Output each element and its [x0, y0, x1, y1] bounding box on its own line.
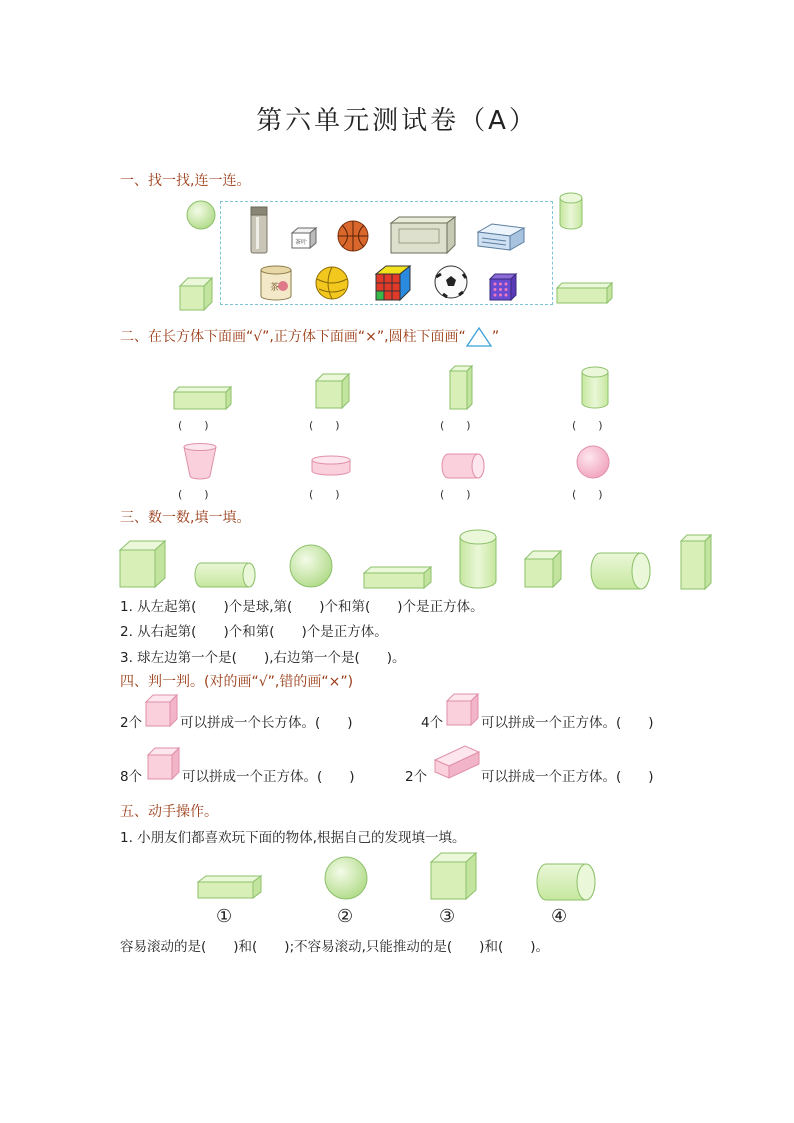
horizontal-cylinder-shape[interactable] — [538, 863, 598, 901]
cube-shape[interactable] — [431, 853, 477, 901]
volleyball-icon[interactable] — [314, 265, 350, 301]
pink-sphere-shape[interactable] — [576, 445, 610, 479]
section3-heading: 三、数一数,填一填。 — [120, 510, 251, 526]
section2-heading-text: 二、在长方体下面画“√”,正方体下面画“×”,圆柱下面画“ — [120, 329, 466, 345]
judge-4-statement: 可以拼成一个正方体。( ) — [481, 769, 654, 785]
shape-label-2: ② — [337, 906, 354, 927]
tall-cuboid-shape[interactable] — [681, 535, 713, 591]
cuboid-shape[interactable] — [174, 387, 232, 411]
judge-3-statement: 可以拼成一个正方体。( ) — [182, 769, 355, 785]
answer-paren[interactable]: ( ) — [178, 419, 209, 432]
cube-shape[interactable] — [316, 374, 350, 410]
section5-heading: 五、动手操作。 — [120, 804, 218, 820]
basketball-icon[interactable] — [336, 219, 370, 253]
pink-cube-icon — [447, 694, 479, 726]
answer-paren[interactable]: ( ) — [572, 419, 603, 432]
thermos-icon[interactable] — [249, 205, 269, 255]
judge-1-statement: 可以拼成一个长方体。( ) — [180, 715, 353, 731]
storage-box-icon[interactable] — [387, 215, 459, 255]
shape-label-1: ① — [216, 906, 233, 927]
tea-box-icon[interactable] — [291, 227, 317, 249]
tea-can-icon[interactable] — [259, 264, 293, 302]
horizontal-cylinder-shape[interactable] — [196, 562, 260, 588]
pink-cube-icon — [148, 748, 180, 780]
cuboid-shape[interactable] — [198, 876, 262, 900]
pink-cuboid-icon — [433, 744, 481, 780]
rubiks-cube-icon[interactable] — [374, 264, 412, 302]
section5-answer: 容易滚动的是( )和( );不容易滚动,只能推动的是( )和( )。 — [120, 939, 549, 955]
cylinder-shape[interactable] — [559, 192, 583, 232]
cuboid-shape[interactable] — [557, 283, 613, 305]
answer-paren[interactable]: ( ) — [309, 488, 340, 501]
judge-2-statement: 可以拼成一个正方体。( ) — [481, 715, 654, 731]
cube-shape[interactable] — [180, 278, 214, 312]
section3-question-2: 2. 从右起第( )个和第( )个是正方体。 — [120, 624, 388, 640]
tissue-box-icon[interactable] — [476, 222, 526, 254]
pink-short-cylinder-shape[interactable] — [311, 455, 351, 477]
dice-icon[interactable] — [488, 272, 518, 302]
section4-heading: 四、判一判。(对的画“√”,错的画“×”) — [120, 674, 354, 690]
sphere-shape[interactable] — [186, 200, 218, 232]
section3-question-3: 3. 球左边第一个是( ),右边第一个是( )。 — [120, 650, 406, 666]
judge-1-prefix: 2个 — [120, 715, 143, 731]
answer-paren[interactable]: ( ) — [440, 419, 471, 432]
section1-heading: 一、找一找,连一连。 — [120, 173, 251, 189]
page-title: 第六单元测试卷（A） — [256, 106, 538, 136]
section5-question-1: 1. 小朋友们都喜欢玩下面的物体,根据自己的发现填一填。 — [120, 830, 466, 846]
section2-heading — [120, 326, 499, 347]
answer-paren[interactable]: ( ) — [178, 488, 209, 501]
cube-shape[interactable] — [525, 551, 563, 589]
tall-cuboid-shape[interactable] — [450, 366, 474, 411]
cube-shape[interactable] — [120, 541, 166, 589]
judge-4-prefix: 2个 — [405, 769, 428, 785]
section2-heading-end: ” — [491, 329, 500, 345]
judge-2-prefix: 4个 — [421, 715, 444, 731]
horizontal-cylinder-shape[interactable] — [592, 552, 652, 590]
answer-paren[interactable]: ( ) — [309, 419, 340, 432]
answer-paren[interactable]: ( ) — [440, 488, 471, 501]
shape-label-4: ④ — [551, 906, 568, 927]
cylinder-shape[interactable] — [581, 366, 609, 410]
cuboid-shape[interactable] — [364, 567, 432, 590]
cylinder-shape[interactable] — [459, 529, 497, 591]
tea-box-label: 茶叶 — [294, 239, 308, 246]
soccer-ball-icon[interactable] — [433, 264, 469, 300]
sphere-shape[interactable] — [289, 544, 335, 590]
sphere-shape[interactable] — [324, 856, 370, 902]
judge-3-prefix: 8个 — [120, 769, 143, 785]
tea-can-label: 茶 — [270, 283, 280, 293]
section3-question-1: 1. 从左起第( )个是球,第( )个和第( )个是正方体。 — [120, 599, 484, 615]
pink-horizontal-cylinder-shape[interactable] — [442, 452, 486, 480]
answer-paren[interactable]: ( ) — [572, 488, 603, 501]
triangle-icon — [466, 327, 492, 347]
shape-label-3: ③ — [439, 906, 456, 927]
pink-cube-icon — [146, 695, 178, 727]
pink-cup-shape[interactable] — [182, 443, 218, 479]
